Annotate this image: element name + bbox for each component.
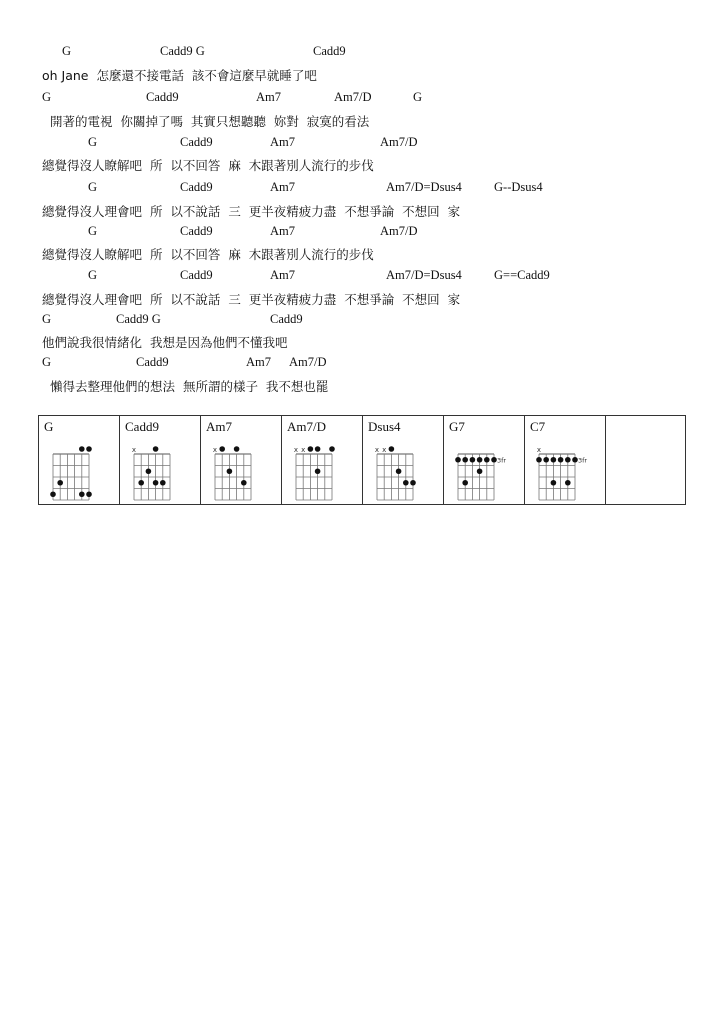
finger-dot (86, 446, 92, 452)
chord-symbol: Am7 (256, 90, 281, 104)
chord-symbol: Cadd9 (136, 355, 169, 369)
lyric-text: 他們說我很情緒化 我想是因為他們不懂我吧 (42, 335, 288, 350)
muted-string-mark: x (293, 446, 299, 454)
chord-symbol: Am7 (270, 268, 295, 282)
finger-dot (153, 446, 159, 452)
muted-string-mark: x (131, 446, 137, 454)
finger-dot (160, 480, 166, 486)
finger-dot (477, 468, 483, 474)
lyric-line (0, 156, 724, 176)
chord-line (0, 268, 724, 288)
chord-symbol: G (88, 180, 98, 194)
lyric-text: 總覺得沒人瞭解吧 所 以不回答 麻 木跟著別人流行的步伐 (42, 158, 374, 173)
chord-symbol: Cadd9 (180, 135, 213, 149)
finger-dot (146, 468, 152, 474)
chord-diagram-c7 (525, 416, 606, 504)
finger-dot (315, 468, 321, 474)
barre-dot (470, 457, 476, 463)
barre-dot (462, 457, 468, 463)
finger-dot (79, 446, 85, 452)
chord-name: Dsus4 (368, 419, 401, 434)
chord-name: G7 (449, 419, 465, 434)
lyric-text: 總覺得沒人理會吧 所 以不說話 三 更半夜精疲力盡 不想爭論 不想回 家 (42, 204, 461, 219)
barre-dot (536, 457, 542, 463)
finger-dot (396, 468, 402, 474)
chord-symbol: Cadd9 (146, 90, 179, 104)
chord-symbol: Cadd9 G (116, 312, 161, 326)
fretboard-grid (525, 416, 606, 504)
lyric-line (0, 245, 724, 265)
finger-dot (551, 480, 557, 486)
barre-dot (477, 457, 483, 463)
muted-string-mark: x (212, 446, 218, 454)
barre-dot (543, 457, 549, 463)
chord-symbol: Cadd9 (270, 312, 303, 326)
chord-symbol: G (88, 268, 98, 282)
chord-line (0, 180, 724, 200)
chord-symbol: Am7/D=Dsus4 (386, 180, 462, 194)
chord-line (0, 90, 724, 110)
finger-dot (315, 446, 321, 452)
chord-symbol: Am7/D (380, 224, 418, 238)
chord-symbol: Cadd9 (180, 224, 213, 238)
muted-string-mark: x (382, 446, 387, 454)
chord-symbol: Am7/D=Dsus4 (386, 268, 462, 282)
chord-name: Cadd9 (125, 419, 159, 434)
finger-dot (153, 480, 159, 486)
chord-symbol: G (413, 90, 423, 104)
finger-dot (462, 480, 468, 486)
finger-dot (219, 446, 225, 452)
chord-symbol: G (42, 312, 52, 326)
chord-diagram-empty (606, 416, 685, 504)
chord-name: C7 (530, 419, 546, 434)
fret-position-label: 3fr (497, 456, 507, 465)
chord-symbol: G==Cadd9 (494, 268, 550, 282)
lyric-line (0, 377, 724, 397)
lyric-text: 總覺得沒人理會吧 所 以不說話 三 更半夜精疲力盡 不想爭論 不想回 家 (42, 292, 461, 307)
muted-string-mark: x (301, 446, 306, 454)
chord-symbol: Am7 (270, 135, 295, 149)
fretboard-grid (282, 416, 363, 504)
lyric-text: oh Jane 怎麼還不接電話 該不會這麼早就睡了吧 (42, 68, 317, 83)
chord-line (0, 44, 724, 64)
barre-dot (455, 457, 461, 463)
chord-symbol: G (42, 355, 52, 369)
lyric-text: 總覺得沒人瞭解吧 所 以不回答 麻 木跟著別人流行的步伐 (42, 247, 374, 262)
barre-dot (565, 457, 571, 463)
chord-symbol: G (88, 135, 98, 149)
muted-string-mark: x (374, 446, 380, 454)
barre-dot (551, 457, 557, 463)
fretboard-grid (120, 416, 201, 504)
chord-symbol: Am7/D (289, 355, 327, 369)
chord-diagram-cadd9 (120, 416, 201, 504)
finger-dot (308, 446, 314, 452)
chord-chart (38, 415, 686, 505)
chord-diagram-am7-d (282, 416, 363, 504)
fretboard-grid (39, 416, 120, 504)
finger-dot (138, 480, 144, 486)
lyric-text: 懶得去整理他們的想法 無所謂的樣子 我不想也罷 (50, 379, 329, 394)
muted-string-mark: x (536, 446, 542, 454)
chord-diagram-dsus4 (363, 416, 444, 504)
chord-line (0, 135, 724, 155)
chord-symbol: G (62, 44, 72, 58)
finger-dot (565, 480, 571, 486)
fret-position-label: 3fr (578, 456, 588, 465)
chord-symbol: Cadd9 (313, 44, 346, 58)
finger-dot (389, 446, 395, 452)
lyric-line (0, 290, 724, 310)
finger-dot (86, 491, 92, 497)
chord-name: Am7/D (287, 419, 326, 434)
chord-symbol: Am7 (270, 180, 295, 194)
barre-dot (491, 457, 497, 463)
lyric-line (0, 112, 724, 132)
chord-symbol: Am7/D (380, 135, 418, 149)
chord-symbol: Am7 (270, 224, 295, 238)
chord-symbol: Am7 (246, 355, 271, 369)
chord-diagram-g7 (444, 416, 525, 504)
chord-line (0, 355, 724, 375)
finger-dot (227, 468, 233, 474)
fretboard-grid (444, 416, 525, 504)
lyric-line (0, 66, 724, 86)
finger-dot (329, 446, 335, 452)
lyric-line (0, 333, 724, 353)
chord-name: Am7 (206, 419, 232, 434)
barre-dot (558, 457, 564, 463)
chord-symbol: G--Dsus4 (494, 180, 543, 194)
finger-dot (410, 480, 416, 486)
chord-line (0, 224, 724, 244)
finger-dot (241, 480, 247, 486)
chord-diagram-am7 (201, 416, 282, 504)
chord-symbol: Cadd9 (180, 180, 213, 194)
chord-symbol: G (42, 90, 52, 104)
chord-symbol: G (88, 224, 98, 238)
chord-symbol: Cadd9 (180, 268, 213, 282)
finger-dot (79, 491, 85, 497)
barre-dot (572, 457, 578, 463)
barre-dot (484, 457, 490, 463)
finger-dot (50, 491, 56, 497)
chord-name: G (44, 419, 54, 434)
lyric-line (0, 202, 724, 222)
finger-dot (403, 480, 409, 486)
fretboard-grid (201, 416, 282, 504)
chord-diagram-g (39, 416, 120, 504)
finger-dot (57, 480, 63, 486)
finger-dot (234, 446, 240, 452)
chord-symbol: Cadd9 G (160, 44, 205, 58)
fretboard-grid (363, 416, 444, 504)
lyric-text: 開著的電視 你關掉了嗎 其實只想聽聽 妳對 寂寞的看法 (50, 114, 370, 129)
chord-symbol: Am7/D (334, 90, 372, 104)
chord-line (0, 312, 724, 332)
